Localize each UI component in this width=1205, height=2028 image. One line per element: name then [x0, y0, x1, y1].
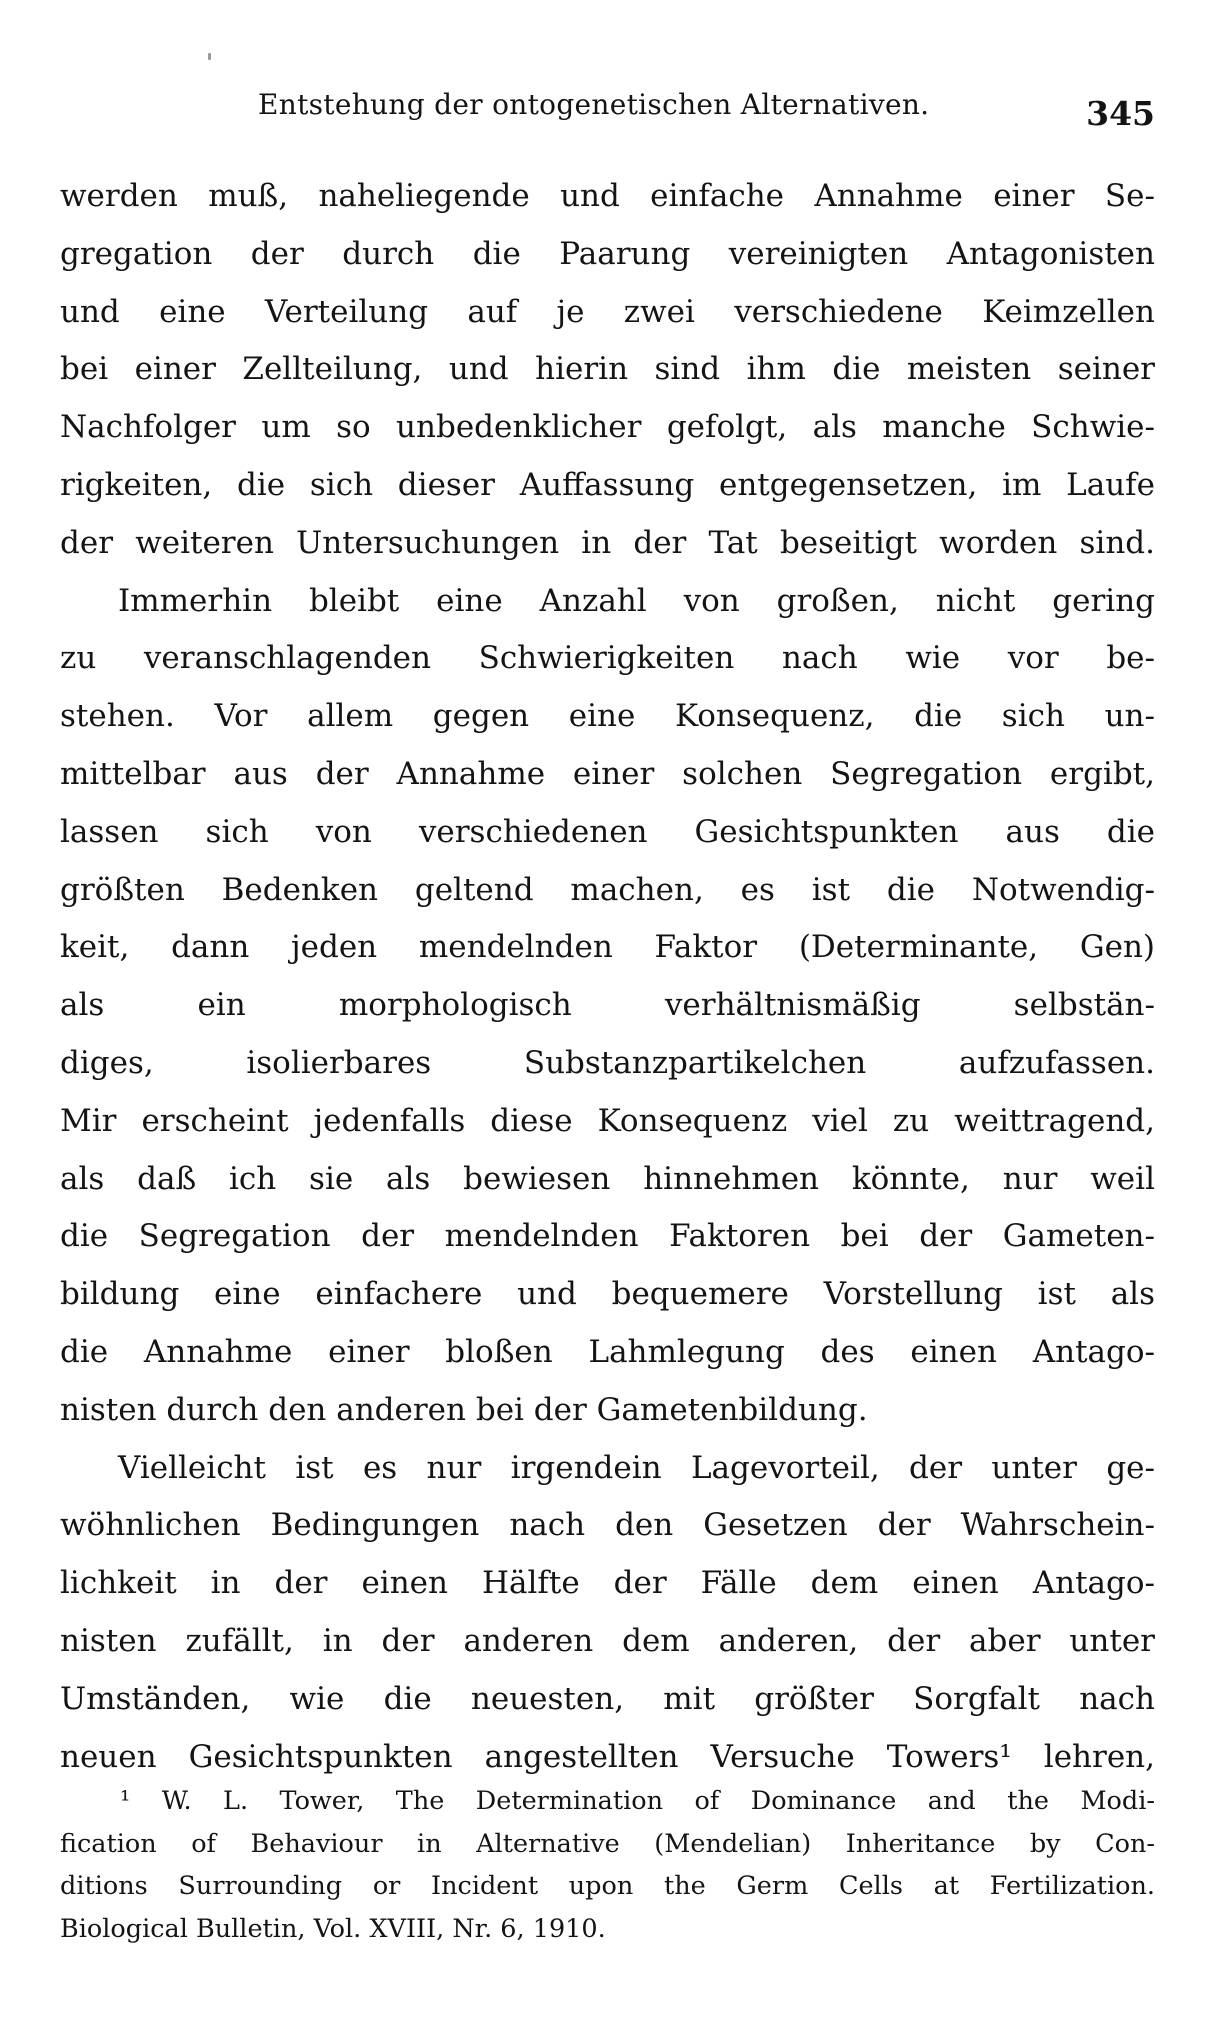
text-line: nisten durch den anderen bei der Gametenbildung.: [60, 1391, 868, 1428]
text-line: diges, isolierbares Substanzpartikelchen aufzufassen.: [60, 1044, 1155, 1081]
text-line: der weiteren Untersuchungen in der Tat beseitigt worden sind.: [60, 524, 1155, 561]
print-speck: [208, 53, 211, 60]
text-line: Immerhin bleibt eine Anzahl von großen, nicht gering: [118, 582, 1155, 619]
text-line: neuen Gesichtspunkten angestellten Versuche Towers¹ lehren,: [60, 1738, 1155, 1775]
text-line: die Annahme einer bloßen Lahmlegung des einen Antago-: [60, 1333, 1155, 1370]
footnote-line: fication of Behaviour in Alternative (Mendelian) Inheritance by Con-: [60, 1828, 1155, 1859]
page-number: 345: [1086, 94, 1155, 133]
text-line: Nachfolger um so unbedenklicher gefolgt, als manche Schwie-: [60, 409, 1155, 446]
text-line: wöhnlichen Bedingungen nach den Gesetzen der Wahrschein-: [60, 1507, 1155, 1544]
footnote: [60, 1780, 1155, 1950]
text-line: keit, dann jeden mendelnden Faktor (Determinante, Gen): [60, 929, 1155, 966]
text-line: nisten zufällt, in der anderen dem anderen, der aber unter: [60, 1622, 1155, 1659]
text-line: zu veranschlagenden Schwierigkeiten nach wie vor be-: [60, 640, 1155, 677]
text-line: mittelbar aus der Annahme einer solchen Segregation ergibt,: [60, 755, 1155, 792]
text-line: größten Bedenken geltend machen, es ist die Notwendig-: [60, 871, 1155, 908]
running-title: Entstehung der ontogenetischen Alternativen.: [258, 88, 930, 121]
text-line: rigkeiten, die sich dieser Auffassung entgegensetzen, im Laufe: [60, 466, 1155, 503]
main-text: [60, 168, 1155, 1786]
text-line: werden muß, naheliegende und einfache Annahme einer Se-: [60, 178, 1155, 214]
text-line: die Segregation der mendelnden Faktoren bei der Gameten-: [60, 1218, 1155, 1255]
text-line: gregation der durch die Paarung vereinigten Antagonisten: [60, 235, 1155, 272]
footnote-line: Biological Bulletin, Vol. XVIII, Nr. 6, 1910.: [60, 1913, 606, 1944]
page-header: [60, 88, 1155, 138]
text-line: Mir erscheint jedenfalls diese Konsequenz viel zu weittragend,: [60, 1102, 1155, 1139]
text-line: bei einer Zellteilung, und hierin sind ihm die meisten seiner: [60, 351, 1155, 388]
text-line: als ein morphologisch verhältnismäßig selbstän-: [60, 987, 1155, 1024]
text-line: als daß ich sie als bewiesen hinnehmen könnte, nur weil: [60, 1160, 1155, 1197]
text-line: lassen sich von verschiedenen Gesichtspunkten aus die: [60, 813, 1155, 850]
text-line: bildung eine einfachere und bequemere Vorstellung ist als: [60, 1276, 1155, 1313]
text-line: Umständen, wie die neuesten, mit größter Sorgfalt nach: [60, 1680, 1155, 1717]
text-line: lichkeit in der einen Hälfte der Fälle dem einen Antago-: [60, 1565, 1155, 1602]
footnote-line: ditions Surrounding or Incident upon the Germ Cells at Fertilization.: [60, 1871, 1155, 1901]
footnote-line: ¹ W. L. Tower, The Determination of Dominance and the Modi-: [120, 1786, 1155, 1816]
text-line: Vielleicht ist es nur irgendein Lagevorteil, der unter ge-: [118, 1449, 1155, 1486]
text-line: stehen. Vor allem gegen eine Konsequenz, die sich un-: [60, 698, 1155, 735]
text-line: und eine Verteilung auf je zwei verschiedene Keimzellen: [60, 293, 1155, 330]
